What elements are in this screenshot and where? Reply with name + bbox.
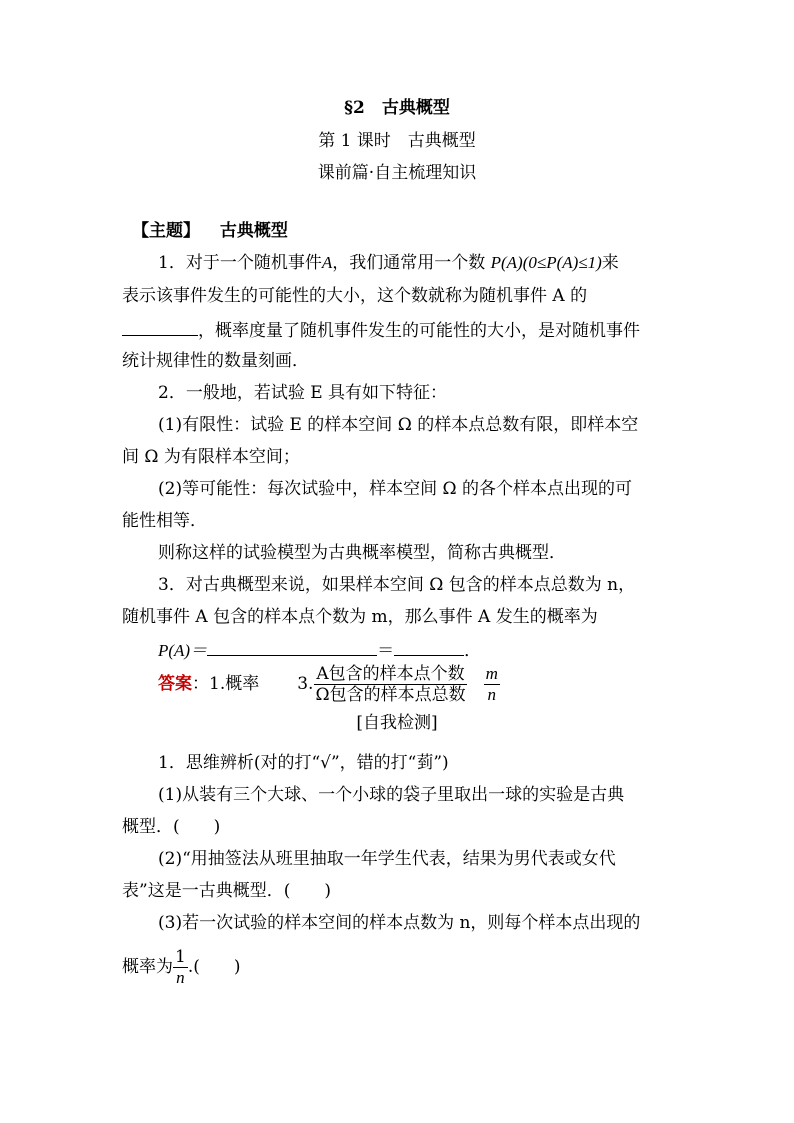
- answer-ratio-numerator: m: [485, 663, 498, 683]
- answer-fraction-numerator: A包含的样本点个数: [316, 663, 465, 684]
- selfcheck-item1-line1: (1)从装有三个大球、一个小球的袋子里取出一球的实验是古典: [158, 785, 625, 805]
- page-title: §2 古典概型: [344, 98, 450, 118]
- selfcheck-item3-line1: (3)若一次试验的样本空间的样本点数为 n，则每个样本点出现的: [158, 913, 641, 933]
- p3-formula-lhs: P(A)＝: [158, 641, 208, 660]
- selfcheck-item3-text: 概率为: [122, 957, 173, 977]
- p3-end: ．: [464, 641, 482, 661]
- selfcheck-item1-line2: 概型．( ): [122, 817, 221, 837]
- p2-cond1-line2: 间 Ω 为有限样本空间；: [122, 447, 300, 467]
- p1-text-c: 来: [601, 253, 619, 273]
- selfcheck-q1-text: 1．思维辨析(对的打“√”，错的打“: [158, 753, 417, 773]
- p1-text-a: 1．对于一个随机事件: [158, 253, 322, 273]
- p1-line3-text: ，概率度量了随机事件发生的可能性的大小，是对随机事件: [198, 321, 640, 341]
- selfcheck-item3-fraction: [173, 947, 188, 988]
- selfcheck-item3-line2: [122, 944, 241, 990]
- answer-line: [158, 661, 500, 707]
- selfcheck-title: [自我检测]: [356, 713, 438, 733]
- p3-formula: [158, 638, 481, 662]
- p1-line4: 统计规律性的数量刻画．: [122, 351, 309, 371]
- p2-conclusion: 则称这样的试验模型为古典概率模型，简称古典概型．: [158, 543, 566, 563]
- topic-label: 【主题】: [132, 221, 200, 241]
- p1-line3: [122, 318, 640, 342]
- p2-cond1-line1: (1)有限性：试验 E 的样本空间 Ω 的样本点总数有限，即样本空: [158, 415, 639, 435]
- selfcheck-q1-end: ”): [433, 753, 449, 773]
- p2-cond2-line1: (2)等可能性：每次试验中，样本空间 Ω 的各个样本点出现的可: [158, 479, 632, 499]
- topic-name: 古典概型: [219, 221, 288, 241]
- p1-line1: [158, 252, 619, 274]
- selfcheck-item3-end: .( ): [187, 957, 241, 977]
- answer-3-prefix: 3.: [297, 674, 314, 694]
- answer-fraction: [313, 664, 467, 705]
- p3-equals: ＝: [377, 641, 395, 661]
- lesson-subtitle: 第 1 课时 古典概型: [318, 131, 476, 151]
- section-heading: 课前篇·自主梳理知识: [317, 163, 477, 183]
- p1-event-a: A: [321, 253, 333, 272]
- selfcheck-item3-numerator: 1: [175, 946, 186, 967]
- topic-heading: [132, 220, 288, 242]
- answer-1: ：1.概率: [192, 674, 260, 694]
- p2-line1: 2．一般地，若试验 E 具有如下特征：: [158, 383, 448, 403]
- p1-formula: P(A)(0≤P(A)≤1): [490, 253, 602, 272]
- p3-line2: 随机事件 A 包含的样本点个数为 m，那么事件 A 发生的概率为: [122, 607, 598, 627]
- answer-ratio-denominator: n: [487, 684, 496, 704]
- p1-line2: 表示该事件发生的可能性的大小，这个数就称为随机事件 A 的: [122, 286, 588, 306]
- p3-blank-2: [394, 638, 464, 656]
- selfcheck-q1-mark: 菿: [416, 753, 434, 773]
- p1-text-b: ，我们通常用一个数: [332, 253, 491, 273]
- selfcheck-item2-line1: (2)“用抽签法从班里抽取一年学生代表，结果为男代表或女代: [158, 849, 616, 869]
- selfcheck-item3-denominator: n: [176, 967, 185, 987]
- selfcheck-q1: [158, 752, 449, 774]
- p1-blank: [122, 318, 198, 336]
- selfcheck-item2-line2: 表”这是一古典概型．( ): [122, 881, 331, 901]
- answer-ratio: [484, 664, 500, 705]
- p3-blank-1: [207, 638, 377, 656]
- answer-fraction-denominator: Ω包含的样本点总数: [315, 684, 466, 705]
- p2-cond2-line2: 能性相等．: [122, 511, 207, 531]
- answer-label: 答案: [158, 674, 192, 694]
- p3-line1: 3．对古典概型来说，如果样本空间 Ω 包含的样本点总数为 n，: [158, 575, 636, 595]
